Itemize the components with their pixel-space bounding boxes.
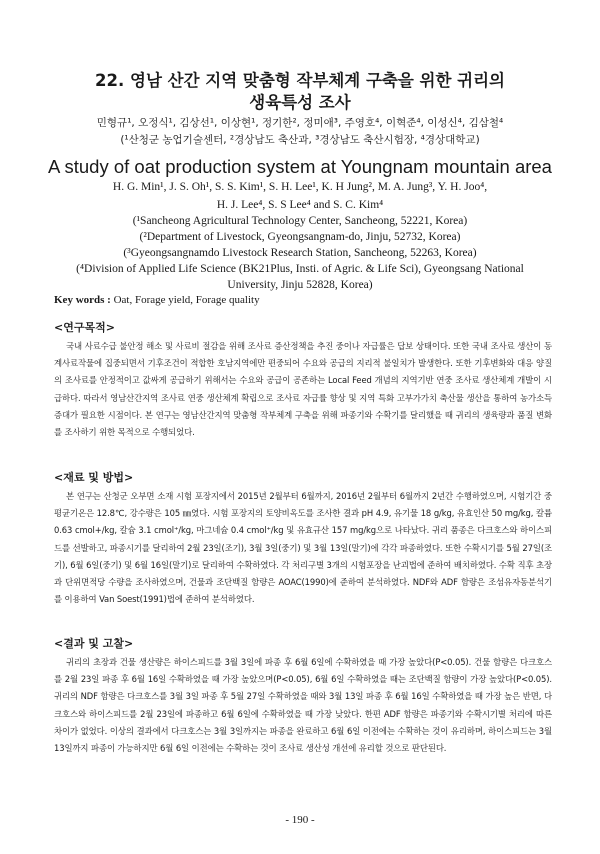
page-number: - 190 - [285,814,315,826]
korean-affiliations: (¹산청군 농업기술센터, ²경상남도 축산과, ³경상남도 축산시험장, ⁴경상대학교) [120,134,480,146]
section-heading-purpose: <연구목적> [54,321,115,334]
english-title: A study of oat production system at Youngnam mountain area [48,156,552,177]
affiliation-3: (³Gyeongsangnamdo Livestock Research Station, Sancheong, 52263, Korea) [123,247,477,259]
keywords-label: Key words : [54,294,111,306]
affiliation-1: (¹Sancheong Agricultural Technology Center, Sancheong, 52221, Korea) [132,215,468,227]
affiliation-4-line-1: (⁴Division of Applied Life Science (BK21Plus, Insti. of Agric. & Life Sci), Gyeongsang National [76,263,524,275]
section-heading-results: <결과 및 고찰> [54,637,134,650]
affiliation-4-line-2: University, Jinju 52828, Korea) [227,279,373,291]
english-authors-line-2: H. J. Lee⁴, S. S Lee⁴ and S. C. Kim⁴ [216,199,384,211]
korean-authors: 민형규¹, 오정식¹, 김상선¹, 이상현¹, 정기한², 정미애³, 주영호⁴, 이혁준⁴, 이성신⁴, 김삼철⁴ [96,117,504,129]
korean-title-line-2: 생육특성 조사 [249,93,351,112]
keywords-value: Oat, Forage yield, Forage quality [110,294,260,306]
english-authors-line-1: H. G. Min¹, J. S. Oh¹, S. S. Kim¹, S. H. Lee¹, K. H Jung², M. A. Jung³, Y. H. Joo⁴, [112,181,488,193]
keywords [54,293,554,308]
section-body-results: 귀리의 초장과 건물 생산량은 하이스피드를 3월 3일에 파종 후 6월 6일에 수확하였을 때 가장 높았다(P<0.05). 건물 함량은 다크호스를 2월 23일 파종 후 6월 16일 수확하였을 때 가장 높았으며(P<0.05), 6월 6일 수확하였을 때는 조단백질 함량이 가장 높았다(P<0.05). 귀리의 NDF 함량은 다크호스를 3월 3일 파종 후 5월 27일 수확하였을 때와 3월 13일 파종 후 6월 16일 수확하였을 때 가장 높은 반면, 다크호스와 하이스피드를 2월 23일에 파종하고 6월 6일에 수확하였을 때 가장 낮았다. 한편 ADF 함량은 파종기와 수확시기별 처리에 따른 차이가 없었다. 이상의 결과에서 다크호스는 3월 3일까지는 파종을 완료하고 6월 6일 이전에는 수확하는 것이 유리하며, 하이스피드는 3월 13일까지 파종이 가능하지만 6월 6일 이전에는 수확하는 것이 조사료 생산성 개선에 유리할 것으로 판단된다. [54,657,552,754]
section-body-purpose: 국내 사료수급 불안정 해소 및 사료비 절감을 위해 조사료 증산정책을 추진 중이나 자급률은 답보 상태이다. 또한 국내 조사료 생산이 동계사료작물에 집중되면서 기후조건이 적합한 호남지역에만 편중되어 수요와 공급의 지리적 불일치가 발생한다. 또한 기후변화와 대응 양질의 조사료를 안정적이고 값싸게 공급하기 위해서는 수요와 공급이 공존하는 Local Feed 개념의 지역기반 연중 조사료 생산체계 개발이 시급하다. 따라서 영남산간지역 조사료 연중 생산체계 확립으로 조사료 자급률 향상 및 지역 특화 고부가가치 축산물 생산을 통하여 농가소득 증대가 필요한 시점이다. 본 연구는 영남산간지역 맞춤형 작부체계 구축을 위해 파종기와 수확기를 달리했을 때 귀리의 생육량과 품질 변화를 조사하기 위한 목적으로 수행되었다. [54,341,552,438]
affiliation-2: (²Department of Livestock, Gyeongsangnam-do, Jinju, 52732, Korea) [139,231,461,243]
section-body-methods: 본 연구는 산청군 오부면 소재 시험 포장지에서 2015년 2월부터 6월까지, 2016년 2월부터 6월까지 2년간 수행하였으며, 시험기간 중 평균기온은 12.8℃, 강수량은 105 ㎜였다. 시험 포장지의 토양비옥도를 조사한 결과 pH 4.9, 유기물 18 g/kg, 유효인산 50 mg/kg, 칼륨 0.63 cmol+/kg, 칼슘 3.1 cmol⁺/kg, 마그네슘 0.4 cmol⁺/kg 및 유효규산 157 mg/kg으로 나타났다. 귀리 품종은 다크호스와 하이스피드를 선발하고, 파종시기를 달리하여 2월 23일(조기), 3월 3일(중기) 및 3월 13일(말기)에 각각 파종하였다. 또한 수확시기를 5월 27일(조기), 6월 6일(중기) 및 6월 16일(말기)로 달리하여 수확하였다. 각 처리구별 3개의 시험포장을 난괴법에 준하여 배치하였다. 수확 직후 초장과 단위면적당 수량을 조사하였으며, 건물과 조단백질 함량은 AOAC(1990)에 준하여 분석하였다. NDF와 ADF 함량은 조섬유자동분석기를 이용하여 Van Soest(1991)법에 준하여 분석하였다. [54,491,552,605]
section-heading-methods: <재료 및 방법> [54,471,134,484]
korean-title-line-1: 22. 영남 산간 지역 맞춤형 작부체계 구축을 위한 귀리의 [95,71,505,90]
